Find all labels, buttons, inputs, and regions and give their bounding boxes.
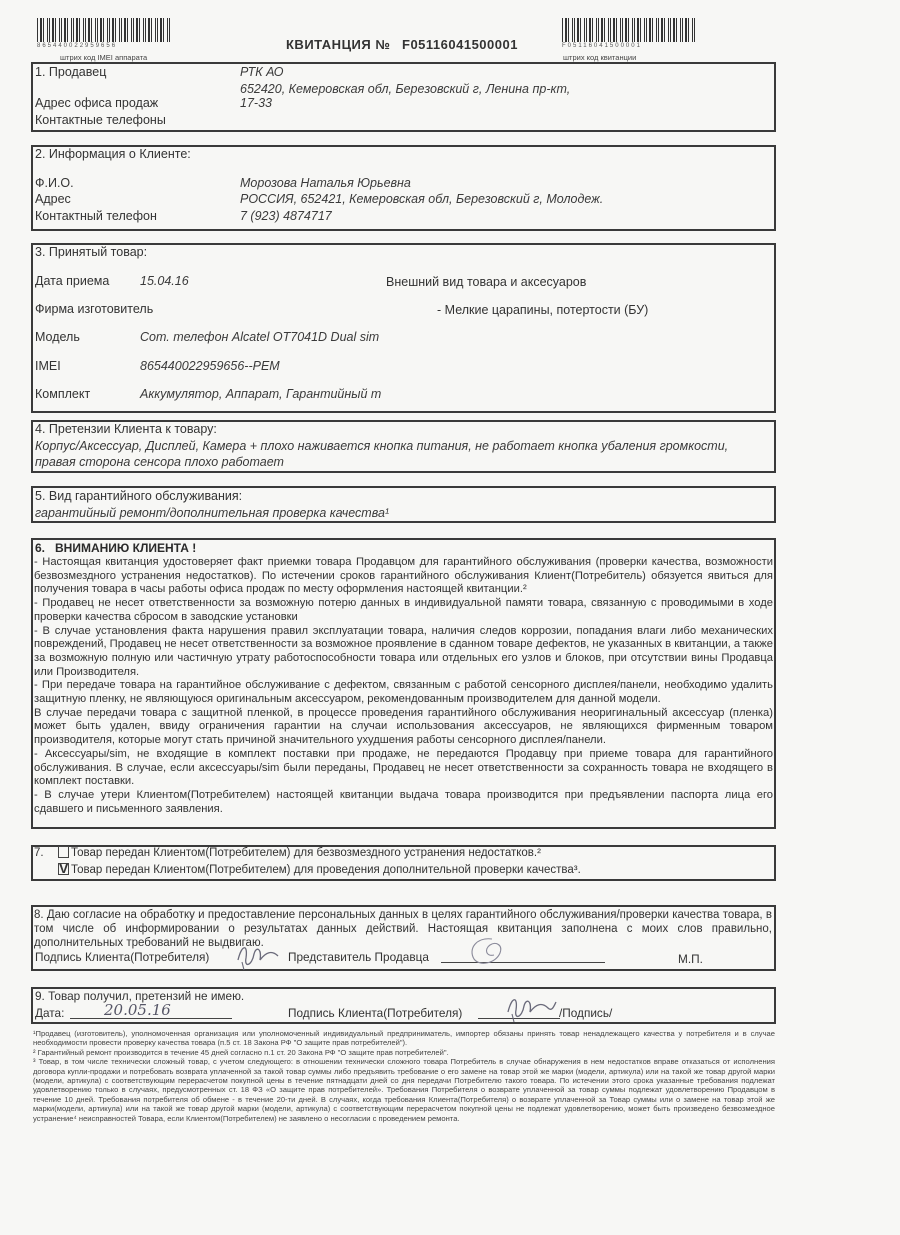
goods-model: Сот. телефон Alcatel OT7041D Dual sim — [140, 330, 380, 344]
goods-imei: 865440022959656--PEM — [140, 359, 280, 373]
footnote: ³ Товар, в том числе технически сложный товар, с учетом следующего: в отношении технически сложного товара Потребитель в случае обнаружения в нем недостатков вправе отказаться от исполнения договора купли-продажи и потребовать возврата уплаченной за такой товар суммы либо предъявить требование о его замене на товар этой же марки (модели, артикула) или на такой же товар другой марки (модели, артикула) с соответствующим перерасчетом покупной цены в течение пятнадцати дней со дня передачи Потребителю такого товара. По истечении этого срока указанные требования подлежат удовлетворению только в случаях, предусмотренных ст. 18 ФЗ «О защите прав потребителей». Требования Потребителя о возврате уплаченной за товар суммы подлежат удовлетворению Продавцом в течение 10 дней. Требования потребителя об обмене - в течение 20-ти дней. В случаях, когда требования Клиента(Потребителя) о возврате уплаченной за Товар суммы или о замене на товар этой же марки(модели, артикула) или на такой же товар другой марки (модели, артикула) с соответствующим перерасчетом покупной цены не подлежат удовлетворению, может быть произведено безвозмездное устранение⁴ неисправностей Товара, если Клиентом(Потребителем) не заявлено о несогласии с проведением ремонта. — [33, 1057, 775, 1123]
stamp-label: М.П. — [678, 952, 703, 966]
receipt-barcode-caption: штрих код квитанции — [563, 53, 637, 62]
client-phone-label: Контактный телефон — [35, 209, 157, 223]
seller-rep-label: Представитель Продавца — [288, 950, 429, 964]
claims-heading: 4. Претензии Клиента к товару: — [35, 422, 217, 436]
receipt-sign-label: Подпись Клиента(Потребителя) — [288, 1006, 463, 1020]
goods-date-label: Дата приема — [35, 274, 110, 288]
seller-heading: 1. Продавец — [35, 65, 107, 79]
goods-kit-label: Комплект — [35, 387, 91, 401]
attention-body — [34, 556, 773, 816]
receipt-barcode-digits: F05116041500001 — [562, 43, 642, 49]
receipt-number: F05116041500001 — [402, 37, 518, 52]
footnotes — [33, 1029, 775, 1123]
footnote: ¹Продавец (изготовитель), уполномоченная организация или уполномоченный индивидуальный предприниматель, импортер обязаны принять товар ненадлежащего качества у потребителя и в случае необходимости провести проверку качества товара (п.5 ст. 18 Закона РФ "О защите прав потребителей"). — [33, 1029, 775, 1048]
attention-heading: 6. ВНИМАНИЮ КЛИЕНТА ! — [35, 541, 197, 555]
client-fio: Морозова Наталья Юрьевна — [240, 176, 411, 190]
seller-phones-label: Контактные телефоны — [35, 113, 166, 127]
goods-appearance: - Мелкие царапины, потертости (БУ) — [437, 303, 649, 317]
seller-name: РТК АО — [240, 65, 284, 79]
service-heading: 5. Вид гарантийного обслуживания: — [35, 489, 243, 503]
free-repair-checkbox[interactable] — [58, 846, 69, 858]
transfer-number: 7. — [34, 847, 44, 859]
client-signature-1 — [232, 938, 282, 972]
attention-paragraph: - Продавец не несет ответственности за возможную потерю данных в индивидуальной памяти товара, связанную с проводимыми в ходе проверки качества сбросом в заводские установки — [34, 597, 773, 623]
client-address: РОССИЯ, 652421, Кемеровская обл, Березовский г, Молодеж. — [240, 192, 604, 206]
client-fio-label: Ф.И.О. — [35, 176, 74, 190]
claims-line1: Корпус/Аксессуар, Дисплей, Камера + плохо наживается кнопка питания, не работает кнопка убаления громкости, — [35, 439, 729, 453]
goods-imei-label: IMEI — [35, 359, 61, 373]
imei-barcode — [37, 18, 172, 42]
goods-maker-label: Фирма изготовитель — [35, 302, 154, 316]
receipt-date-value: 20.05.16 — [104, 1001, 171, 1019]
attention-paragraph: В случае передачи товара с защитной пленкой, в процессе проведения гарантийного обслуживания неоригинальный аксессуар (пленка) может быть удален, ввиду ограничения гарантии на случаи использования аксессуаров, не являющихся фирменным товаром производителя, которые могут стать причиной значительного ухудшения работы сенсорного дисплея/панели. — [34, 706, 773, 747]
seller-address-line2: 17-33 — [240, 96, 272, 110]
claims-line2: правая сторона сенсора плохо работает — [35, 455, 284, 469]
seller-address-line1: 652420, Кемеровская обл, Березовский г, Ленина пр-кт, — [240, 82, 571, 96]
goods-appearance-label: Внешний вид товара и аксесуаров — [386, 275, 587, 289]
client-phone: 7 (923) 4874717 — [240, 209, 332, 223]
client-address-label: Адрес — [35, 192, 71, 206]
imei-barcode-caption: штрих код IMEI аппарата — [60, 53, 148, 62]
goods-kit: Аккумулятор, Аппарат, Гарантийный т — [140, 387, 382, 401]
attention-paragraph: - В случае утери Клиентом(Потребителем) настоящей квитанции выдача товара производится при предъявлении паспорта лица его сдавшего и письменного заявления. — [34, 788, 773, 815]
attention-paragraph: - В случае установления факта нарушения правил эксплуатации товара, наличия следов коррозии, попадания влаги либо механических повреждений, Продавец не несет ответственности за возможное проявление в сданном товаре дефектов, не указанных в квитанции, а также за возможную полную или частичную утрату работоспособности товара или отдельных его узлов и блоков, при отсутствии вины Продавца или Производителя. — [34, 624, 773, 678]
receipt-sign-suffix: /Подпись/ — [559, 1006, 613, 1020]
imei-barcode-digits: 865440022959656 — [37, 43, 118, 49]
receipt-barcode — [562, 18, 697, 42]
check-mark: V — [59, 860, 69, 876]
attention-paragraph: - Настоящая квитанция удостоверяет факт приемки товара Продавцом для гарантийного обслуживания (проверки качества, возможности безвозмездного устранения недостатков). По истечении сроков гарантийного обслуживания Клиент(Потребитель) обязуется явиться для получения товара в часы работы офиса продаж по месту оформления настоящей квитанции.² — [34, 556, 773, 596]
client-heading: 2. Информация о Клиенте: — [35, 147, 191, 161]
attention-paragraph: - При передаче товара на гарантийное обслуживание с дефектом, связанным с работой сенсорного дисплея/панели, необходимо удалить защитную пленку, не являющуюся оригинальным аксессуаром, рекомендованным производителем для данной модели. — [34, 679, 773, 706]
service-value: гарантийный ремонт/дополнительная проверка качества¹ — [35, 506, 390, 520]
receipt-title: КВИТАНЦИЯ № — [286, 37, 391, 52]
footnote: ² Гарантийный ремонт производится в течение 45 дней согласно п.1 ст. 20 Закона РФ "О защите прав потребителей". — [33, 1047, 449, 1057]
quality-check-option: Товар передан Клиентом(Потребителем) для проведения дополнительной проверки качества³. — [71, 864, 581, 876]
goods-heading: 3. Принятый товар: — [35, 245, 148, 259]
goods-date: 15.04.16 — [140, 274, 189, 288]
free-repair-option: Товар передан Клиентом(Потребителем) для безвозмездного устранения недостатков.² — [71, 847, 541, 859]
goods-model-label: Модель — [35, 330, 80, 344]
consent-text: 8. Даю согласие на обработку и предоставление персональных данных в целях гарантийного обслуживания/проверки качества товара, в том числе об информировании о результатах данных действий. Настоящая квитанция заполнена с моих слов правильно, дополнительных требований не выдвигаю. — [34, 909, 772, 949]
receipt-heading: 9. Товар получил, претензий не имею. — [35, 989, 245, 1003]
client-signature-2 — [500, 992, 560, 1024]
seller-rep-signature — [462, 933, 510, 969]
seller-address-label: Адрес офиса продаж — [35, 96, 159, 110]
client-sign-label: Подпись Клиента(Потребителя) — [35, 950, 210, 964]
receipt-date-label: Дата: — [35, 1006, 65, 1020]
attention-paragraph: - Аксессуары/sim, не входящие в комплект поставки при продаже, не передаются Продавцу при приеме товара для гарантийного обслуживания. В случае, если аксессуары/sim были переданы, Продавец не несет ответственности за сохранность товара не входящего в комплект поставки. — [34, 747, 773, 788]
